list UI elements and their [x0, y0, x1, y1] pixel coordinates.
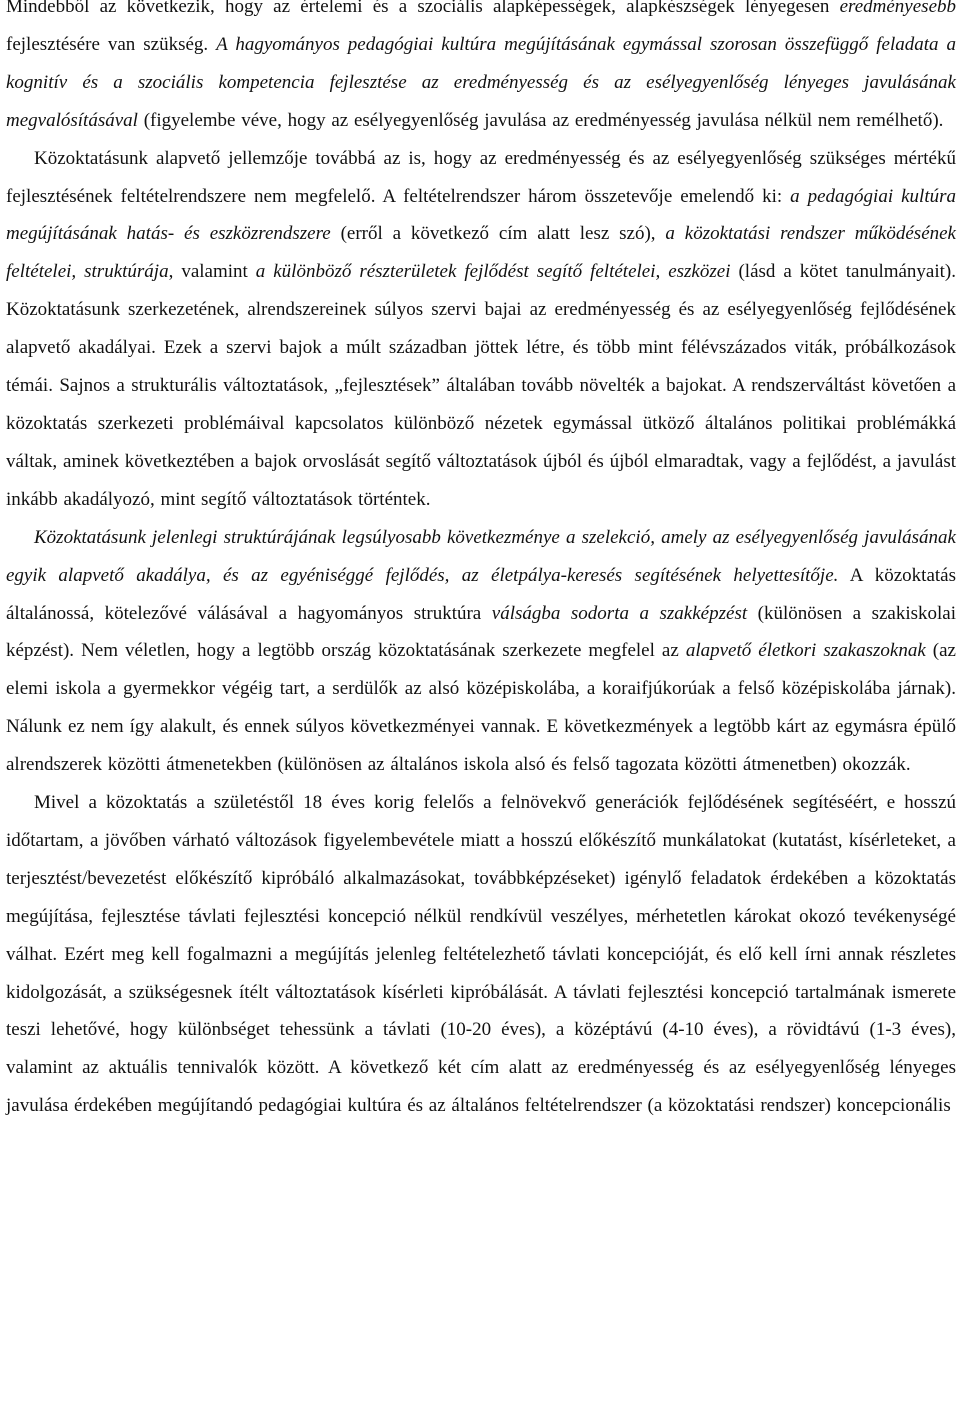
- emphasized-text: eredményesebb: [839, 0, 956, 17]
- body-paragraph: [6, 519, 956, 784]
- paragraph-text: (figyelembe véve, hogy az esélyegyenlőség javulása az eredményesség javulása nélkül nem remélhető).: [137, 109, 944, 131]
- paragraph-text: , valamint: [168, 261, 256, 283]
- paragraph-text: (erről a következő cím alatt lesz szó),: [330, 223, 666, 245]
- paragraph-text: (különösen a szakiskolai képzést). Nem véletlen, hogy a legtöbb ország közoktatásának szerkezete megfelel az: [6, 602, 957, 662]
- paragraph-text: A közoktatás általánossá, kötelezővé válásával a hagyományos struktúra: [6, 564, 956, 624]
- emphasized-text: válságba sodorta a szakképzést: [491, 602, 748, 624]
- emphasized-text: alapvető életkori szakaszoknak: [685, 640, 926, 662]
- body-paragraph: [6, 0, 956, 140]
- paragraph-text: (az elemi iskola a gyermekkor végéig tart, a serdülők az alsó középiskolába, a koraifjúkorúak a felső középiskolába járnak). Nálunk ez nem így alakult, és ennek súlyos következményei vannak. E következmények a legtöbb kárt az egymásra épülő alrendszerek közötti átmenetekben (különösen az általános iskola alsó és felső tagozata közötti átmenetben) okozzák.: [6, 640, 956, 776]
- emphasized-text: a különböző részterületek fejlődést segítő feltételei, eszközei: [255, 261, 731, 283]
- emphasized-text: A hagyományos pedagógiai kultúra megújításának egymással szorosan összefüggő feladata a kognitív és a szociális kompetencia fejlesztése az eredményesség és az esélyegyenlőség lényeges javulásának megvalósításával: [6, 33, 956, 131]
- body-paragraph: [6, 784, 956, 1125]
- paragraph-text: (lásd a kötet tanulmányait). Közoktatásunk szerkezetének, alrendszereinek súlyos szervi bajai az eredményesség és az esélyegyenlőség fejlődésének alapvető akadályai. Ezek a szervi bajok a múlt században jöttek létre, és több mint félévszázados viták, próbálkozások témái. Sajnos a strukturális változtatások, „fejlesztések” általában tovább növelték a bajokat. A rendszerváltást követően a közoktatás szerkezeti problémáival kapcsolatos különböző nézetek egymással ütköző általános politikai problémákká váltak, aminek következtében a bajok orvoslását segítő változtatások újból és újból elmaradtak, vagy a fejlődést, a javulást inkább akadályozó, mint segítő változtatások történtek.: [6, 261, 957, 510]
- body-paragraph: [6, 140, 956, 519]
- paragraph-text: Mivel a közoktatás a születéstől 18 éves korig felelős a felnövekvő generációk fejlődésének segítéséért, e hosszú időtartam, a jövőben várható változások figyelembevétele miatt a hosszú előkészítő munkálatokat (kutatást, kísérleteket, a terjesztést/bevezetést előkészítő kipróbáló alkalmazásokat, továbbképzéseket) igénylő feladatok érdekében a közoktatás megújítása, fejlesztése távlati fejlesztési koncepció nélkül rendkívül veszélyes, mérhetetlen károkat okozó tevékenységé válhat. Ezért meg kell fogalmazni a megújítás jelenleg feltételezhető távlati koncepcióját, és elő kell írni annak részletes kidolgozását, a szükségesnek ítélt változtatások kísérleti kipróbálását. A távlati fejlesztési koncepció tartalmának ismerete teszi lehetővé, hogy különbséget tehessünk a távlati (10-20 éves), a középtávú (4-10 éves), a rövidtávú (1-3 éves), valamint az aktuális tennivalók között. A következő két cím alatt az eredményesség és az esélyegyenlőség lényeges javulása érdekében megújítandó pedagógiai kultúra és az általános feltételrendszer (a közoktatási rendszer) koncepcionális: [6, 792, 956, 1117]
- emphasized-text: Közoktatásunk jelenlegi struktúrájának legsúlyosabb következménye a szelekció, amely az esélyegyenlőség javulásának egyik alapvető akadálya, és az egyéniséggé fejlődés, az életpálya-keresés segítésének helyettesítője.: [6, 526, 956, 586]
- emphasized-text: a pedagógiai kultúra megújításának hatás- és eszközrendszere: [6, 185, 956, 245]
- paragraph-text: fejlesztésére van szükség.: [6, 33, 217, 55]
- paragraph-text: Mindebből az következik, hogy az értelemi és a szociális alapképességek, alapkészségek lényegesen: [6, 0, 840, 17]
- emphasized-text: a közoktatási rendszer működésének feltételei, struktúrája: [6, 223, 956, 283]
- paragraph-text: Közoktatásunk alapvető jellemzője továbbá az is, hogy az eredményesség és az esélyegyenlőség szükséges mértékű fejlesztésének feltételrendszere nem megfelelő. A feltételrendszer három összetevője emelendő ki:: [6, 147, 956, 207]
